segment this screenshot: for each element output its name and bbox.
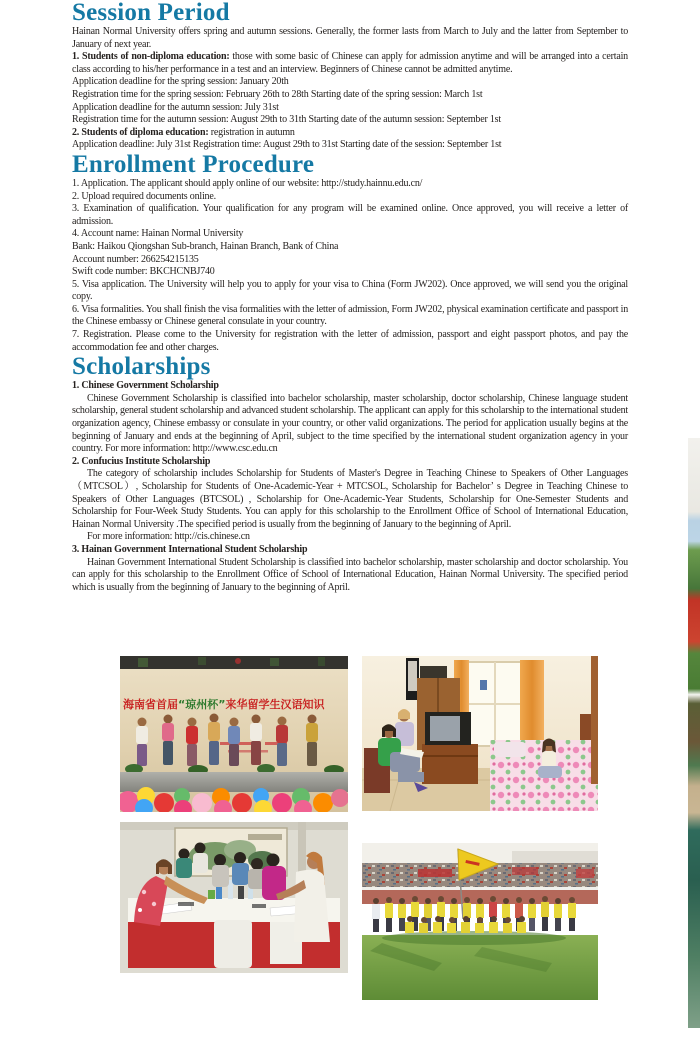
paragraph [72,380,628,393]
paragraph: Application deadline for the autumn session: July 31st [72,101,279,113]
paragraph: Registration time for the autumn session: August 29th to 31th Starting date of the autumn session: September 1st [72,114,501,126]
photo-calligraphy-class [120,822,348,973]
paragraph: Bank: Haikou Qiongshan Sub-branch, Hainan Branch, Bank of China [72,240,339,252]
paragraph-lead: 2. Students of diploma education: [72,126,209,138]
paragraph: The category of scholarship includes Scholarship for Students of Master's Degree in Teaching Chinese to Speakers of Other Languages（MTCSOL）, Scholarship for Students of One-Academic-Year + MTCSOL, Scholarship for Bachelor’ s Degree in Teaching Chinese to Speakers of Other Languages (BTCSOL) , Scholarship for One-Academic-Year Students, Scholarship for One-Semester Students and Scholarship for Four-Week Study Students. You can apply for this scholarship to the Enrollment Office of School of International Education, Hainan Normal University .The specified period is usually from the beginning of January to the beginning of April. [72,468,628,530]
paragraph: 5. Visa application. The University will help you to apply for your visa to China (Form JW202). Once approved, we will send you the original copy. [72,278,628,303]
page-edge-photo-strip [688,438,700,1028]
group-kneeling [405,916,526,933]
section-heading-enrollment-procedure: Enrollment Procedure [72,150,315,178]
paragraph: Application deadline: July 31st Registration time: August 29th to 31st Starting date of the session: September 1st [72,139,502,151]
scholarship-subheading: 3. Hainan Government International Student Scholarship [72,543,308,555]
section-heading-scholarships: Scholarships [72,353,211,381]
window [466,662,524,746]
paragraph: Swift code number: BKCHCNBJ740 [72,266,215,278]
paragraph: Chinese Government Scholarship is classified into bachelor scholarship, master scholarship, doctor scholarship, Chinese language student scholarship, general student scholarship and advanced student scholarship. The applicant can apply for this scholarship to the international student organization agency, Chinese embassy or consulate in your country, or other valid organizations. The period for application usually begins at the beginning of January and ends at the beginning of April, subject to the time specified by the international student organization agency in your country. For more information: http://www.csc.edu.cn [72,392,628,455]
paragraph: Application deadline for the spring session: January 20th [72,76,289,88]
paragraph: 2. Students of diploma education: registration in autumn [72,126,295,138]
paragraph: Hainan Government International Student Scholarship is classified into bachelor scholarship, master scholarship and doctor scholarship. You can apply for this scholarship to the Enrollment Office of School of International Education, Hainan Normal University. The specified period which is usually from the beginning of January to the beginning of April. [72,556,628,593]
tv-stand [422,712,478,784]
paragraph: 7. Registration. Please come to the University for registration with the letter of admission, passport and eight passport photos, and pay the accommodation fee and other charges. [72,329,628,353]
paragraph: 1. Students of non-diploma education: those with some basic of Chinese can apply for admission anytime and will be arranged into a certain class according to his/her performance in a test and an interview. Beginners of Chinese cannot be admitted anytime. [72,51,628,75]
paragraph: For more information: http://cis.chinese.cn [87,531,250,543]
section-heading-session-period: Session Period [72,0,230,26]
photo-sports-field-group [362,843,598,1000]
paragraph: 4. Account name: Hainan Normal University [72,228,244,240]
paragraph: 2. Upload required documents online. [72,190,216,202]
paragraph-lead: 1. Students of non-diploma education: [72,51,230,63]
door-frame [591,656,598,784]
paragraph: Registration time for the spring session: February 26th to 28th Starting date of the spring session: March 1st [72,88,483,100]
text-column [72,0,628,594]
paragraph [72,544,628,557]
paragraph [72,456,628,469]
paragraph: 6. Visa formalities. You shall finish the visa formalities with the letter of admission, Form JW202, physical examination certificate and passport in the Chinese embassy or Chinese general consulate in your country. [72,303,628,328]
paragraph: 1. Application. The applicant should apply online of our website: http://study.hainnu.edu.cn/ [72,177,423,189]
scholarship-subheading: 1. Chinese Government Scholarship [72,380,219,392]
photo-stage-performance [120,656,348,812]
paragraph: 3. Examination of qualification. Your qualification for any program will be examined online. Once approved, you will receive a letter of admission. [72,203,628,227]
scholarship-subheading: 2. Confucius Institute Scholarship [72,455,211,467]
paragraph: Hainan Normal University offers spring and autumn sessions. Generally, the former lasts from March to July and the latter from September to January of next year. [72,26,628,50]
photo-dormitory [362,656,598,811]
stage-banner-text: 海南省首届“琼州杯”来华留学生汉语知识 [123,698,325,711]
buildings [512,851,598,863]
paragraph: Account number: 266254215135 [72,253,199,265]
